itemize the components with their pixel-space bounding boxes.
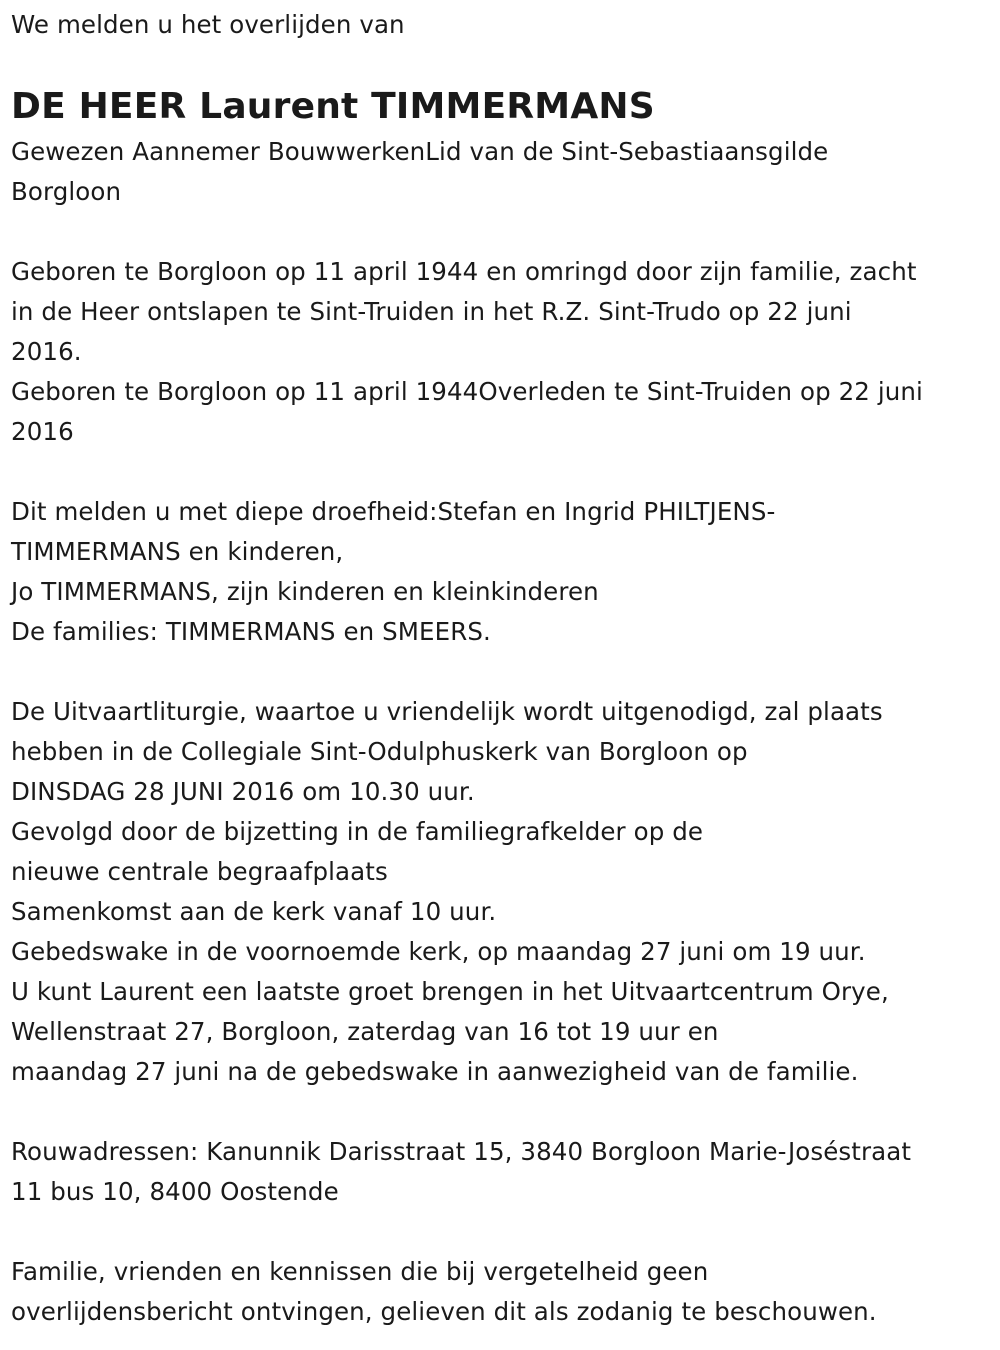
birth-death-line: in de Heer ontslapen te Sint-Truiden in het R.Z. Sint-Trudo op 22 juni — [11, 297, 852, 326]
ceremony-line: hebben in de Collegiale Sint-Odulphuskerk van Borgloon op — [11, 737, 748, 766]
family-line: TIMMERMANS en kinderen, — [11, 537, 344, 566]
birth-death-line: Geboren te Borgloon op 11 april 1944 en omringd door zijn familie, zacht — [11, 257, 917, 286]
paragraph-gap — [11, 652, 996, 692]
ceremony-line: De Uitvaartliturgie, waartoe u vriendelijk wordt uitgenodigd, zal plaats — [11, 697, 883, 726]
family-line: De families: TIMMERMANS en SMEERS. — [11, 617, 491, 646]
birth-death-line: Geboren te Borgloon op 11 april 1944Overleden te Sint-Truiden op 22 juni — [11, 377, 923, 406]
occupation-block — [11, 132, 996, 212]
closing-line: Familie, vrienden en kennissen die bij vergetelheid geen — [11, 1257, 709, 1286]
closing-block — [11, 1252, 996, 1332]
ceremony-line: Gebedswake in de voornoemde kerk, op maandag 27 juni om 19 uur. — [11, 937, 866, 966]
birth-death-line: 2016. — [11, 337, 82, 366]
address-line: 11 bus 10, 8400 Oostende — [11, 1177, 339, 1206]
closing-line: overlijdensbericht ontvingen, gelieven dit als zodanig te beschouwen. — [11, 1297, 877, 1326]
ceremony-line: maandag 27 juni na de gebedswake in aanwezigheid van de familie. — [11, 1057, 859, 1086]
address-block — [11, 1132, 996, 1212]
deceased-name: DE HEER Laurent TIMMERMANS — [11, 86, 655, 127]
paragraph-gap — [11, 452, 996, 492]
occupation-line: Gewezen Aannemer BouwwerkenLid van de Sint-Sebastiaansgilde — [11, 137, 829, 166]
occupation-line: Borgloon — [11, 177, 122, 206]
ceremony-line: DINSDAG 28 JUNI 2016 om 10.30 uur. — [11, 777, 475, 806]
family-block — [11, 492, 996, 652]
family-line: Dit melden u met diepe droefheid:Stefan en Ingrid PHILTJENS- — [11, 497, 776, 526]
intro-text: We melden u het overlijden van — [11, 10, 405, 39]
birth-death-line: 2016 — [11, 417, 74, 446]
ceremony-block — [11, 692, 996, 1092]
obituary-notice — [11, 0, 996, 1332]
ceremony-line: Gevolgd door de bijzetting in de familiegrafkelder op de — [11, 817, 704, 846]
birth-death-block — [11, 252, 996, 452]
ceremony-line: Wellenstraat 27, Borgloon, zaterdag van 16 tot 19 uur en — [11, 1017, 719, 1046]
paragraph-gap — [11, 1212, 996, 1252]
ceremony-line: U kunt Laurent een laatste groet brengen in het Uitvaartcentrum Orye, — [11, 977, 889, 1006]
ceremony-line: Samenkomst aan de kerk vanaf 10 uur. — [11, 897, 497, 926]
family-line: Jo TIMMERMANS, zijn kinderen en kleinkinderen — [11, 577, 599, 606]
paragraph-gap — [11, 212, 996, 252]
address-line: Rouwadressen: Kanunnik Darisstraat 15, 3840 Borgloon Marie-Joséstraat — [11, 1137, 912, 1166]
paragraph-gap — [11, 1092, 996, 1132]
ceremony-line: nieuwe centrale begraafplaats — [11, 857, 388, 886]
